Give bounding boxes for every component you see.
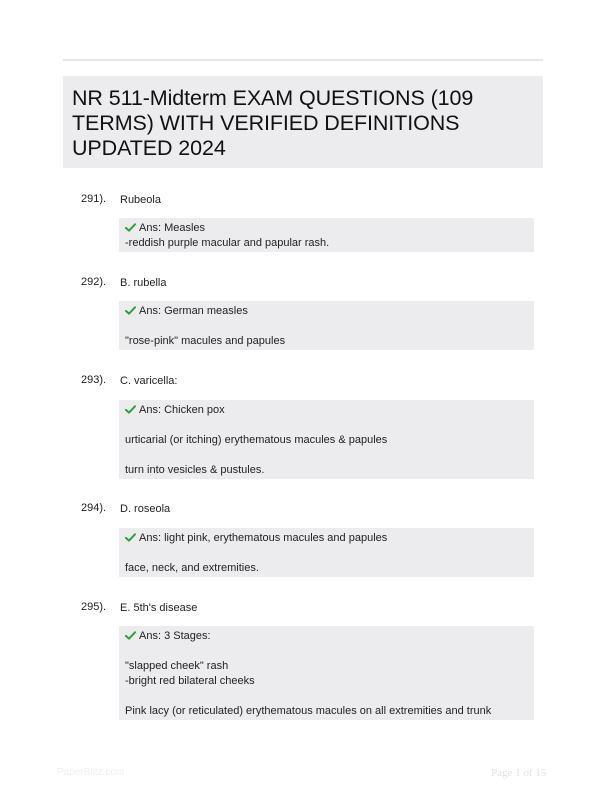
answer-line: Ans: Measles	[125, 221, 528, 236]
question-term: C. varicella:	[120, 375, 178, 387]
question-number: 291).	[81, 193, 107, 205]
question-term: D. roseola	[120, 503, 171, 515]
page-indicator: Page 1 of 15	[491, 767, 547, 779]
answer-box	[119, 301, 534, 350]
answer-line: Pink lacy (or reticulated) erythematous macules on all extremities and trunk	[125, 705, 492, 717]
question-term: Rubeola	[120, 194, 161, 206]
answer-line: turn into vesicles & pustules.	[125, 464, 265, 476]
answer-line: Ans: light pink, erythematous macules and papules	[125, 531, 528, 546]
answer-line: urticarial (or itching) erythematous macules & papules	[125, 434, 388, 446]
answer-line: "rose-pink" macules and papules	[125, 335, 286, 347]
watermark-text: PaperBlitz.com	[57, 767, 125, 778]
question-number: 295).	[81, 601, 107, 613]
answer-line: Ans: Chicken pox	[125, 403, 528, 418]
top-divider	[63, 59, 543, 61]
question-term: B. rubella	[120, 277, 167, 289]
answer-line: Ans: German measles	[125, 304, 528, 319]
title-banner	[63, 76, 543, 168]
question-number: 294).	[81, 502, 107, 514]
answer-box	[119, 528, 534, 577]
answer-line: "slapped cheek" rash	[125, 660, 229, 672]
answer-line: Ans: 3 Stages:	[125, 629, 528, 644]
question-number: 293).	[81, 374, 107, 386]
check-icon	[125, 631, 136, 640]
answer-line: face, neck, and extremities.	[125, 562, 259, 574]
question-number: 292).	[81, 276, 107, 288]
answer-box	[119, 626, 534, 720]
question-term: E. 5th's disease	[120, 602, 198, 614]
check-icon	[125, 533, 136, 542]
check-icon	[125, 405, 136, 414]
check-icon	[125, 223, 136, 232]
answer-line: -bright red bilateral cheeks	[125, 675, 255, 687]
check-icon	[125, 306, 136, 315]
document-title: NR 511-Midterm EXAM QUESTIONS (109 TERMS) WITH VERIFIED DEFINITIONS UPDATED 2024	[72, 86, 474, 160]
answer-box	[119, 218, 534, 252]
answer-line: -reddish purple macular and papular rash.	[125, 237, 330, 249]
answer-box	[119, 400, 534, 479]
